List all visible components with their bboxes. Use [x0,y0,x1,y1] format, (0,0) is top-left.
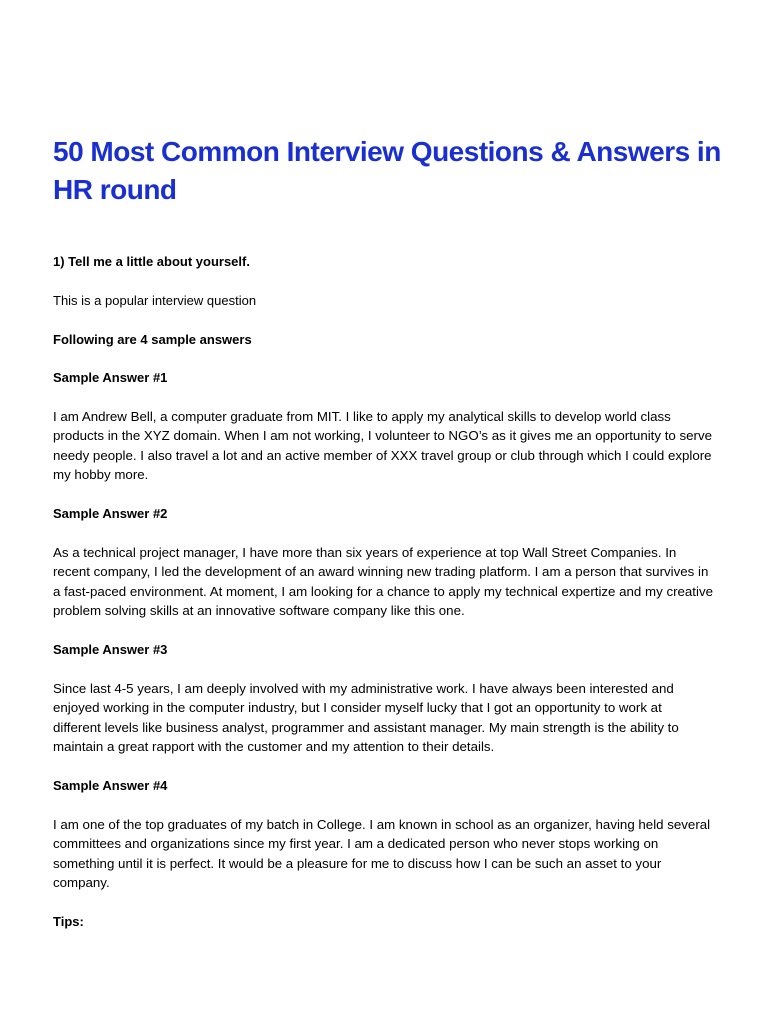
page-title: 50 Most Common Interview Questions & Answers in HR round [53,136,721,205]
intro-text: This is a popular interview question [53,293,257,308]
sample-answer-1-text: I am Andrew Bell, a computer graduate from MIT. I like to apply my analytical skills to develop world class products in the XYZ domain. When I am not working, I volunteer to NGO’s as it gives me an opportunity to serve needy people. I also travel a lot and an active member of XXX travel group or club through which I could explore my hobby more. [53,408,713,482]
sample-answers-intro: Following are 4 sample answers [53,331,252,347]
sample-answer-2-text: As a technical project manager, I have more than six years of experience at top Wall Street Companies. In recent company, I led the development of an award winning new trading platform. I am a person that survives in a fast-paced environment. At moment, I am looking for a chance to apply my technical expertize and my creative problem solving skills at an innovative software company like this one. [53,544,714,618]
sample-answer-4-text: I am one of the top graduates of my batch in College. I am known in school as an organizer, having held several committees and organizations since my first year. I am a dedicated person who never stops working on something until it is perfect. It would be a pleasure for me to discuss how I can be such an asset to your company. [53,816,711,890]
tips-heading: Tips: [53,913,84,929]
sample-answer-3-text: Since last 4-5 years, I am deeply involved with my administrative work. I have always been interested and enjoyed working in the computer industry, but I consider myself lucky that I got an opportunity to work at different levels like business analyst, programmer and assistant manager. My main strength is the ability to maintain a great rapport with the customer and my attention to their details. [53,680,679,754]
sample-answer-3-heading: Sample Answer #3 [53,641,168,657]
sample-answer-1-heading: Sample Answer #1 [53,369,168,385]
question-heading: 1) Tell me a little about yourself. [53,254,250,269]
sample-answer-2-heading: Sample Answer #2 [53,505,168,521]
sample-answer-4-heading: Sample Answer #4 [53,777,168,793]
